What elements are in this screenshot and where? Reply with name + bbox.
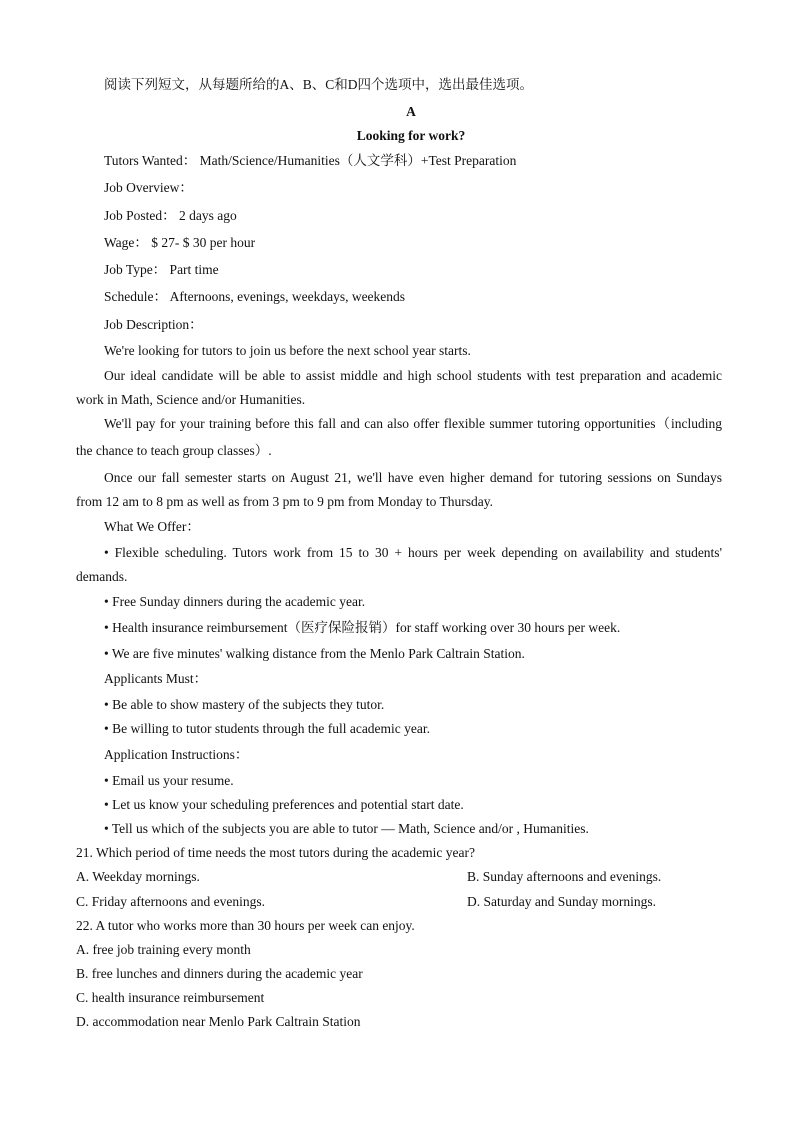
instruction: 阅读下列短文，从每题所给的A、B、C和D四个选项中，选出最佳选项。 [104, 77, 534, 92]
desc-paragraph-3-line-2: the chance to teach group classes）. [76, 443, 272, 458]
job-description-heading: Job Description： [104, 317, 203, 332]
instruction-item-2: • Let us know your scheduling preferences and potential start date. [104, 797, 464, 812]
question-21-stem: 21. Which period of time needs the most tutors during the academic year? [76, 845, 476, 860]
what-we-offer-heading: What We Offer： [104, 519, 200, 534]
wage: Wage： $ 27- $ 30 per hour [104, 235, 256, 250]
offer-item-1-line-2: demands. [76, 569, 128, 584]
desc-paragraph-4-line-2: from 12 am to 8 pm as well as from 3 pm to 9 pm from Monday to Thursday. [76, 494, 493, 509]
must-item-2: • Be willing to tutor students through the full academic year. [104, 721, 431, 736]
desc-paragraph-1: We're looking for tutors to join us before the next school year starts. [104, 343, 471, 358]
desc-paragraph-4-line-1: Once our fall semester starts on August 21, we'll have even higher demand for tutoring sessions on Sundays [104, 470, 722, 485]
instruction-item-3: • Tell us which of the subjects you are able to tutor — Math, Science and/or , Humanities. [104, 821, 589, 836]
desc-paragraph-2-line-1: Our ideal candidate will be able to assist middle and high school students with test preparation and academic [104, 368, 722, 383]
application-instructions-heading: Application Instructions： [104, 747, 249, 762]
desc-paragraph-3-line-1: We'll pay for your training before this fall and can also offer flexible summer tutoring opportunities（including [104, 416, 722, 431]
question-21-option-c: C. Friday afternoons and evenings. [76, 894, 265, 909]
question-22-stem: 22. A tutor who works more than 30 hours per week can enjoy. [76, 918, 415, 933]
offer-item-1-line-1: • Flexible scheduling. Tutors work from 15 to 30 + hours per week depending on availability and students' [104, 545, 722, 560]
job-posted: Job Posted： 2 days ago [104, 208, 237, 223]
question-21-option-b: B. Sunday afternoons and evenings. [467, 869, 662, 884]
desc-paragraph-2-line-2: work in Math, Science and/or Humanities. [76, 392, 306, 407]
section-letter: A [406, 104, 416, 119]
applicants-must-heading: Applicants Must： [104, 671, 208, 686]
offer-item-3: • Health insurance reimbursement（医疗保险报销）for staff working over 30 hours per week. [104, 620, 621, 635]
offer-item-2: • Free Sunday dinners during the academic year. [104, 594, 366, 609]
question-21-option-a: A. Weekday mornings. [76, 869, 200, 884]
job-overview-heading: Job Overview： [104, 180, 193, 195]
instruction-item-1: • Email us your resume. [104, 773, 234, 788]
tutors-wanted: Tutors Wanted： Math/Science/Humanities（人文学科）+Test Preparation [104, 153, 517, 168]
offer-item-4: • We are five minutes' walking distance from the Menlo Park Caltrain Station. [104, 646, 525, 661]
article-title: Looking for work? [356, 128, 466, 143]
schedule: Schedule： Afternoons, evenings, weekdays, weekends [104, 289, 406, 304]
question-22-option-a: A. free job training every month [76, 942, 251, 957]
question-21-option-d: D. Saturday and Sunday mornings. [467, 894, 656, 909]
job-type: Job Type： Part time [104, 262, 219, 277]
question-22-option-d: D. accommodation near Menlo Park Caltrain Station [76, 1014, 361, 1029]
question-22-option-b: B. free lunches and dinners during the academic year [76, 966, 363, 981]
must-item-1: • Be able to show mastery of the subjects they tutor. [104, 697, 385, 712]
question-22-option-c: C. health insurance reimbursement [76, 990, 265, 1005]
